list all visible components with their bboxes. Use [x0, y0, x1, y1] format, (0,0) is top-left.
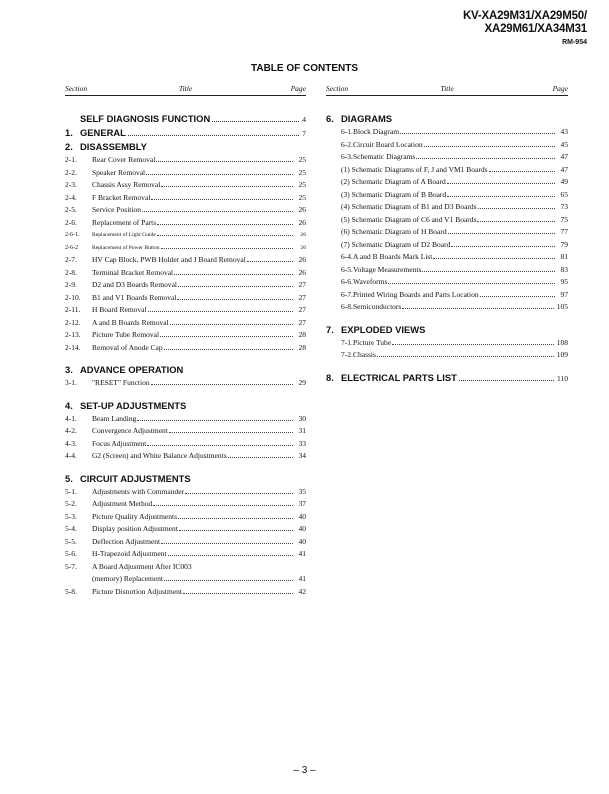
toc-chapter: [65, 399, 306, 413]
dot-leader: [170, 324, 293, 325]
entry-title: DIAGRAMS: [341, 113, 393, 124]
entry-number: 5-4.: [65, 524, 77, 533]
entry-title: Removal of Anode Cap: [92, 342, 163, 352]
toc-entry: [65, 242, 306, 255]
toc-chapter: [65, 112, 306, 126]
entry-page: 25: [298, 155, 306, 164]
dot-leader: [157, 224, 293, 225]
toc-entry: [65, 523, 306, 536]
entry-page: 43: [560, 127, 568, 136]
entry-number: 5-5.: [65, 536, 77, 546]
entry-title: Voltage Measurements: [353, 264, 422, 274]
toc-entry: [65, 413, 306, 426]
entry-title: (6) Schematic Diagram of H Board: [341, 227, 447, 236]
toc-left-entries: [65, 112, 306, 598]
toc-entry: [65, 192, 306, 205]
entry-number: 3.: [65, 364, 73, 375]
entry-title: Waveforms: [353, 277, 388, 286]
toc-entry: [65, 498, 306, 511]
entry-page: 26: [298, 217, 306, 227]
dot-leader: [212, 121, 299, 122]
entry-page: 75: [560, 214, 568, 224]
toc-entry: [65, 279, 306, 292]
dot-leader: [185, 493, 293, 494]
entry-title: (1) Schematic Diagrams of F, J and VM1 Boards: [341, 164, 488, 174]
toc-entry: [326, 301, 568, 314]
toc-title: TABLE OF CONTENTS: [250, 63, 359, 74]
entry-number: 3-1.: [65, 378, 77, 387]
toc-entry: [65, 573, 306, 586]
entry-title: H Board Removal: [92, 305, 147, 314]
entry-title: Adjustment Method: [92, 499, 153, 508]
entry-page: 110: [557, 373, 568, 383]
column-header-left: [65, 84, 306, 96]
toc-entry: [326, 126, 568, 139]
entry-page: 47: [560, 164, 568, 174]
model-line-2: XA29M61/XA34M31: [484, 23, 587, 35]
entry-number: 5.: [65, 472, 73, 484]
header-page-label: Page: [290, 84, 306, 93]
dot-leader: [489, 171, 555, 172]
entry-page: 30: [298, 413, 306, 423]
entry-number: 4-1.: [65, 413, 77, 423]
dot-leader: [477, 221, 555, 222]
toc-entry: [326, 164, 568, 177]
entry-page: 109: [556, 350, 568, 359]
entry-title: D2 and D3 Boards Removal: [92, 280, 177, 289]
dot-leader: [377, 356, 554, 357]
entry-title: (memory) Replacement: [92, 574, 164, 583]
entry-number: 6-2.: [341, 139, 353, 149]
entry-number: 2-4.: [65, 192, 77, 202]
entry-page: 29: [298, 378, 306, 387]
dot-leader: [174, 274, 293, 275]
entry-number: 5-3.: [65, 511, 77, 521]
entry-page: 26: [300, 244, 306, 251]
toc-entry: [326, 337, 568, 350]
entry-page: 7: [302, 129, 306, 138]
entry-page: 28: [298, 342, 306, 352]
entry-page: 27: [298, 280, 306, 289]
dot-leader: [478, 208, 555, 209]
entry-number: 2-11.: [65, 305, 81, 314]
toc-entry: [65, 292, 306, 305]
entry-number: 2.: [65, 141, 73, 152]
entry-title: "RESET" Function: [92, 378, 150, 387]
entry-title: H-Trapezoid Adjustment: [92, 549, 167, 558]
entry-title: Beam Landing: [92, 413, 137, 423]
dot-leader: [247, 261, 293, 262]
entry-number: 6-7.: [341, 289, 353, 299]
entry-number: 2-6-2: [65, 244, 78, 251]
toc-entry: [65, 561, 306, 574]
entry-page: 35: [298, 486, 306, 496]
toc-entry: [65, 304, 306, 317]
entry-number: 5-2.: [65, 499, 77, 508]
dot-leader: [178, 518, 293, 519]
entry-page: 27: [298, 305, 306, 314]
entry-page: 26: [300, 232, 306, 238]
dot-leader: [422, 271, 555, 272]
header-title-label: Title: [178, 84, 193, 93]
dot-leader: [153, 505, 293, 506]
entry-title: (7) Schematic Diagram of D2 Board: [341, 239, 451, 249]
dot-leader: [451, 246, 555, 247]
entry-title: Block Diagram: [353, 127, 400, 136]
entry-page: 40: [298, 511, 306, 521]
entry-title: GENERAL: [80, 127, 126, 138]
entry-number: 6-1.: [341, 127, 353, 136]
entry-number: 6-4.: [341, 252, 353, 261]
entry-page: 26: [298, 267, 306, 277]
entry-title: A and B Boards Mark List: [353, 252, 433, 261]
dot-leader: [128, 135, 299, 136]
entry-page: 81: [560, 252, 568, 261]
dot-leader: [137, 420, 293, 421]
dot-leader: [157, 235, 293, 236]
dot-leader: [433, 258, 555, 259]
toc-entry: [326, 176, 568, 189]
doc-code: RM-954: [562, 39, 587, 46]
entry-page: 65: [560, 189, 568, 199]
entry-title: A Board Adjustment After IC003: [92, 561, 192, 571]
entry-title: (4) Schematic Diagram of B1 and D3 Boards: [341, 202, 477, 211]
entry-number: 5-1.: [65, 486, 77, 496]
entry-page: 49: [560, 177, 568, 186]
toc-chapter: [326, 371, 568, 385]
entry-number: 2-13.: [65, 330, 81, 339]
entry-number: 2-6-1.: [65, 232, 80, 238]
entry-page: 105: [556, 302, 568, 311]
entry-title: Convergence Adjustment: [92, 426, 168, 435]
dot-leader: [416, 158, 555, 159]
toc-entry: [326, 151, 568, 164]
toc-entry: [65, 486, 306, 499]
dot-leader: [392, 344, 554, 345]
entry-number: 6-8.: [341, 302, 353, 311]
entry-title: B1 and V1 Boards Removal: [92, 292, 177, 302]
toc-right-column: [326, 84, 568, 385]
entry-number: 2-2.: [65, 167, 77, 177]
toc-entry: [65, 377, 306, 390]
toc-entry: [65, 329, 306, 342]
toc-entry: [65, 342, 306, 355]
dot-leader: [161, 248, 293, 249]
toc-entry: [326, 251, 568, 264]
entry-title: Replacement of Light Guide: [92, 232, 156, 238]
entry-page: 27: [298, 317, 306, 327]
dot-leader: [160, 336, 293, 337]
toc-chapter: [326, 323, 568, 337]
entry-number: 7.: [326, 323, 334, 335]
dot-leader: [164, 580, 293, 581]
entry-title: Adjustments with Commander: [92, 486, 185, 496]
entry-page: 95: [560, 277, 568, 286]
entry-title: ELECTRICAL PARTS LIST: [341, 371, 457, 383]
toc-entry: [65, 167, 306, 180]
entry-number: 7-2.: [341, 350, 353, 359]
entry-title: Chassis: [353, 350, 376, 359]
entry-number: 7-1.: [341, 337, 353, 347]
toc-right-entries: [326, 112, 568, 385]
dot-leader: [448, 233, 555, 234]
dot-leader: [169, 432, 293, 433]
toc-entry: [65, 154, 306, 167]
toc-entry: [65, 179, 306, 192]
dot-leader: [156, 161, 293, 162]
toc-entry: [326, 201, 568, 214]
entry-number: 4-2.: [65, 426, 77, 435]
entry-page: 34: [298, 451, 306, 460]
entry-title: CIRCUIT ADJUSTMENTS: [80, 472, 191, 484]
entry-title: ADVANCE OPERATION: [80, 364, 184, 375]
entry-number: 2-1.: [65, 155, 77, 164]
toc-entry: [65, 267, 306, 280]
entry-number: 4.: [65, 399, 73, 411]
dot-leader: [459, 380, 554, 381]
header-section-label: Section: [65, 84, 88, 93]
toc-entry: [65, 450, 306, 463]
dot-leader: [400, 133, 555, 134]
header-page-label: Page: [552, 84, 568, 93]
entry-page: 73: [560, 202, 568, 211]
entry-number: 5-6.: [65, 549, 77, 558]
toc-entry: [326, 214, 568, 227]
entry-title: Service Position: [92, 205, 141, 214]
toc-entry: [326, 189, 568, 202]
dot-leader: [424, 146, 555, 147]
toc-entry: [65, 425, 306, 438]
entry-number: 2-12.: [65, 317, 81, 327]
toc-chapter: [65, 363, 306, 377]
entry-title: Circuit Board Location: [353, 139, 423, 149]
entry-page: 27: [298, 292, 306, 302]
entry-title: Display position Adjustment: [92, 524, 178, 533]
toc-entry: [65, 511, 306, 524]
dot-leader: [447, 183, 555, 184]
entry-number: 2-3.: [65, 180, 77, 189]
dot-leader: [151, 384, 293, 385]
entry-page: 25: [298, 192, 306, 202]
entry-title: (5) Schematic Diagram of C6 and V1 Boards: [341, 214, 477, 224]
dot-leader: [178, 286, 293, 287]
dot-leader: [168, 555, 293, 556]
entry-number: 5-7.: [65, 561, 77, 571]
entry-title: Semiconductors: [353, 302, 402, 311]
entry-title: Picture Quality Adjustments: [92, 511, 177, 521]
entry-title: Picture Tube: [353, 337, 392, 347]
toc-entry: [326, 226, 568, 239]
entry-title: (2) Schematic Diagram of A Board: [341, 177, 446, 186]
entry-page: 79: [560, 239, 568, 249]
entry-title: SELF DIAGNOSIS FUNCTION: [80, 113, 211, 124]
entry-number: 6-3.: [341, 152, 353, 161]
entry-title: Picture Tube Removal: [92, 330, 160, 339]
entry-title: Replacement of Parts: [92, 217, 157, 227]
entry-number: 6-5.: [341, 264, 353, 274]
dot-leader: [177, 299, 293, 300]
entry-title: A and B Boards Removal: [92, 317, 169, 327]
entry-page: 31: [298, 426, 306, 435]
entry-page: 77: [560, 227, 568, 236]
entry-number: 2-8.: [65, 267, 77, 277]
entry-page: 33: [298, 438, 306, 448]
dot-leader: [447, 196, 555, 197]
dot-leader: [228, 457, 293, 458]
entry-number: 4-3.: [65, 438, 77, 448]
entry-title: DISASSEMBLY: [80, 141, 147, 152]
toc-entry: [65, 217, 306, 230]
toc-entry: [326, 139, 568, 152]
entry-page: 37: [298, 499, 306, 508]
entry-title: Schematic Diagrams: [353, 152, 416, 161]
toc-left-column: [65, 84, 306, 598]
entry-number: 4-4.: [65, 451, 77, 460]
toc-entry: [326, 276, 568, 289]
entry-page: 26: [298, 205, 306, 214]
dot-leader: [142, 211, 293, 212]
dot-leader: [480, 296, 555, 297]
entry-number: 5-8.: [65, 586, 77, 596]
dot-leader: [147, 445, 293, 446]
entry-page: 42: [298, 586, 306, 596]
toc-entry: [65, 586, 306, 599]
dot-leader: [388, 283, 555, 284]
entry-page: 41: [298, 574, 306, 583]
toc-entry: [65, 204, 306, 217]
entry-page: 28: [298, 330, 306, 339]
header-title-label: Title: [440, 84, 454, 93]
entry-title: (3) Schematic Diagram of B Board: [341, 189, 447, 199]
entry-number: 2-5.: [65, 205, 77, 214]
entry-page: 26: [298, 255, 306, 264]
entry-number: 2-9.: [65, 280, 77, 289]
toc-entry: [65, 548, 306, 561]
entry-title: Focus Adjustment: [92, 438, 147, 448]
entry-page: 83: [560, 264, 568, 274]
dot-leader: [148, 311, 293, 312]
dot-leader: [161, 543, 293, 544]
toc-chapter: [65, 472, 306, 486]
dot-leader: [179, 530, 293, 531]
entry-number: 2-14.: [65, 342, 81, 352]
entry-number: 8.: [326, 371, 334, 383]
toc-chapter: [65, 140, 306, 154]
entry-number: 6.: [326, 113, 334, 124]
entry-title: Speaker Removal: [92, 167, 146, 177]
entry-page: 40: [298, 524, 306, 533]
entry-title: SET-UP ADJUSTMENTS: [80, 399, 187, 411]
toc-entry: [65, 536, 306, 549]
toc-entry: [65, 317, 306, 330]
model-numbers: [463, 10, 587, 36]
entry-title: F Bracket Removal: [92, 192, 151, 202]
entry-title: Printed Wiring Boards and Parts Location: [353, 289, 479, 299]
entry-page: 45: [560, 139, 568, 149]
entry-number: 2-6.: [65, 217, 77, 227]
entry-title: EXPLODED VIEWS: [341, 323, 426, 335]
entry-number: 2-10.: [65, 292, 81, 302]
toc-entry: [326, 349, 568, 362]
column-header-right: [326, 84, 568, 96]
entry-number: 2-7.: [65, 255, 77, 264]
entry-page: 97: [560, 289, 568, 299]
entry-title: Deflection Adjustment: [92, 536, 161, 546]
dot-leader: [183, 593, 293, 594]
entry-title: HV Cap Block, PWB Holder and J Board Removal: [92, 255, 246, 264]
toc-entry: [65, 438, 306, 451]
entry-number: 1.: [65, 127, 73, 138]
toc-entry: [65, 229, 306, 242]
entry-page: 41: [298, 549, 306, 558]
toc-entry: [326, 289, 568, 302]
entry-page: 40: [298, 536, 306, 546]
entry-page: 108: [556, 337, 568, 347]
entry-page: 25: [298, 180, 306, 189]
entry-title: Chassis Assy Removal: [92, 180, 161, 189]
entry-title: Terminal Bracket Removal: [92, 267, 174, 277]
dot-leader: [161, 186, 293, 187]
entry-page: 47: [560, 152, 568, 161]
dot-leader: [146, 174, 293, 175]
dot-leader: [151, 199, 293, 200]
entry-page: 4: [302, 115, 306, 124]
dot-leader: [164, 349, 293, 350]
dot-leader: [402, 308, 553, 309]
header-section-label: Section: [326, 84, 349, 93]
entry-title: G2 (Screen) and White Balance Adjustments: [92, 451, 227, 460]
entry-number: 6-6.: [341, 277, 353, 286]
entry-title: Rear Cover Removal: [92, 155, 156, 164]
toc-chapter: [326, 112, 568, 126]
entry-title: Replacement of Power Button: [92, 244, 160, 251]
toc-chapter: [65, 126, 306, 140]
toc-entry: [326, 264, 568, 277]
entry-page: 25: [298, 167, 306, 177]
toc-entry: [65, 254, 306, 267]
entry-title: Picture Distortion Adjustment: [92, 586, 182, 596]
toc-entry: [326, 239, 568, 252]
model-line-1: KV-XA29M31/XA29M50/: [462, 10, 587, 22]
page-number: – 3 –: [293, 765, 316, 776]
